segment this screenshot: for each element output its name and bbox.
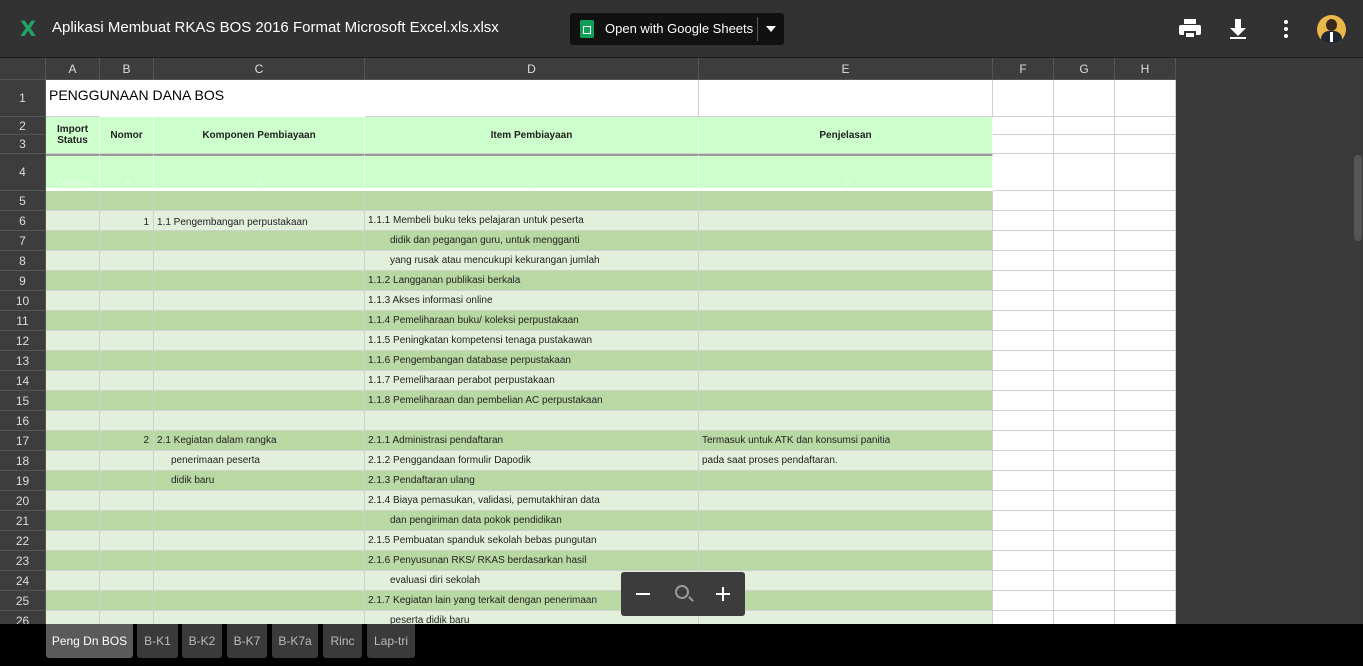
column-header-b[interactable]: B: [100, 58, 154, 80]
cell-b17[interactable]: 2: [100, 431, 154, 451]
row-header-15[interactable]: 15: [0, 391, 46, 411]
cell[interactable]: [1054, 231, 1115, 251]
cell[interactable]: [699, 211, 993, 231]
cell[interactable]: [100, 591, 154, 611]
row-header-24[interactable]: 24: [0, 571, 46, 591]
column-header-e[interactable]: E: [699, 58, 993, 80]
cell[interactable]: [100, 411, 154, 431]
cell[interactable]: [154, 611, 365, 624]
cell[interactable]: [993, 371, 1054, 391]
cell[interactable]: [46, 231, 100, 251]
cell[interactable]: [46, 511, 100, 531]
cell[interactable]: [154, 251, 365, 271]
cell[interactable]: [154, 591, 365, 611]
cell-d8[interactable]: yang rusak atau mencukupi kekurangan jumlah: [365, 251, 699, 271]
cell-d10[interactable]: 1.1.3 Akses informasi online: [365, 291, 699, 311]
header-nomor[interactable]: Nomor: [100, 117, 154, 154]
excel-icon: X: [20, 17, 37, 41]
cell[interactable]: [699, 191, 993, 211]
cell[interactable]: [993, 571, 1054, 591]
spreadsheet-grid[interactable]: [0, 58, 1176, 624]
cell[interactable]: [993, 511, 1054, 531]
row-header-16[interactable]: 16: [0, 411, 46, 431]
cell[interactable]: [1054, 311, 1115, 331]
cell[interactable]: [46, 291, 100, 311]
row-header-12[interactable]: 12: [0, 331, 46, 351]
cell[interactable]: [1115, 411, 1176, 431]
cell[interactable]: [1115, 471, 1176, 491]
cell-d13[interactable]: 1.1.6 Pengembangan database perpustakaan: [365, 351, 699, 371]
cell[interactable]: [993, 391, 1054, 411]
cell-e18[interactable]: pada saat proses pendaftaran.: [699, 451, 993, 471]
cell-d25[interactable]: 2.1.7 Kegiatan lain yang terkait dengan penerimaan: [365, 591, 699, 611]
cell-c6[interactable]: 1.1 Pengembangan perpustakaan: [154, 211, 365, 231]
cell[interactable]: [1054, 471, 1115, 491]
cell[interactable]: [100, 331, 154, 351]
cell[interactable]: [1054, 351, 1115, 371]
cell[interactable]: [154, 351, 365, 371]
cell[interactable]: [1054, 531, 1115, 551]
button-divider: [757, 17, 758, 41]
cell[interactable]: [993, 331, 1054, 351]
cell[interactable]: [154, 191, 365, 211]
cell-d20[interactable]: 2.1.4 Biaya pemasukan, validasi, pemutakhiran data: [365, 491, 699, 511]
cell-d6[interactable]: 1.1.1 Membeli buku teks pelajaran untuk peserta: [365, 211, 699, 231]
cell[interactable]: [154, 551, 365, 571]
cell[interactable]: [699, 471, 993, 491]
row-header-11[interactable]: 11: [0, 311, 46, 331]
cell[interactable]: [1115, 371, 1176, 391]
cell-d11[interactable]: 1.1.4 Pemeliharaan buku/ koleksi perpustakaan: [365, 311, 699, 331]
row-header-6[interactable]: 6: [0, 211, 46, 231]
cell[interactable]: [993, 451, 1054, 471]
cell[interactable]: [100, 551, 154, 571]
cell[interactable]: [154, 531, 365, 551]
cell[interactable]: [1115, 117, 1176, 135]
cell[interactable]: [699, 251, 993, 271]
print-icon: [1184, 19, 1196, 24]
sheet-tab-b-k2[interactable]: B-K2: [182, 624, 222, 658]
cell[interactable]: [1054, 611, 1115, 624]
cell[interactable]: [993, 231, 1054, 251]
cell[interactable]: [46, 351, 100, 371]
cell[interactable]: [365, 411, 699, 431]
cell[interactable]: [1054, 451, 1115, 471]
cell-d18[interactable]: 2.1.2 Penggandaan formulir Dapodik: [365, 451, 699, 471]
cell[interactable]: [100, 611, 154, 624]
cell[interactable]: [1115, 351, 1176, 371]
caret-down-icon[interactable]: [766, 26, 776, 32]
cell[interactable]: [993, 431, 1054, 451]
cell[interactable]: [699, 371, 993, 391]
filter-header-cell[interactable]: C: [365, 154, 699, 191]
top-bar: [0, 0, 1363, 58]
sheet-tabs-bar: [0, 624, 1363, 666]
row-header-4[interactable]: 4: [0, 154, 46, 191]
row-header-1[interactable]: 1: [0, 80, 46, 117]
cell[interactable]: [1115, 135, 1176, 154]
viewer-background: [1176, 58, 1363, 624]
cell[interactable]: [46, 271, 100, 291]
row-header-23[interactable]: 23: [0, 551, 46, 571]
cell-d7[interactable]: didik dan pegangan guru, untuk mengganti: [365, 231, 699, 251]
cell[interactable]: [993, 211, 1054, 231]
row-header-21[interactable]: 21: [0, 511, 46, 531]
cell[interactable]: [1115, 551, 1176, 571]
row-header-20[interactable]: 20: [0, 491, 46, 511]
cell-e1[interactable]: [699, 80, 993, 117]
cell[interactable]: [1115, 80, 1176, 117]
cell[interactable]: [154, 391, 365, 411]
cell[interactable]: [46, 191, 100, 211]
cell[interactable]: [100, 351, 154, 371]
cell[interactable]: [699, 551, 993, 571]
cell[interactable]: [46, 311, 100, 331]
cell[interactable]: [699, 491, 993, 511]
cell[interactable]: [699, 271, 993, 291]
row-header-5[interactable]: 5: [0, 191, 46, 211]
cell[interactable]: [699, 391, 993, 411]
cell[interactable]: [993, 531, 1054, 551]
cell[interactable]: [699, 331, 993, 351]
cell[interactable]: [46, 471, 100, 491]
cell[interactable]: [1054, 431, 1115, 451]
cell[interactable]: [154, 371, 365, 391]
cell-d17[interactable]: 2.1.1 Administrasi pendaftaran: [365, 431, 699, 451]
cell[interactable]: [699, 351, 993, 371]
cell[interactable]: [46, 531, 100, 551]
filter-header-cell[interactable]: B: [154, 154, 365, 191]
cell[interactable]: [993, 271, 1054, 291]
cell[interactable]: [100, 191, 154, 211]
cell-d1[interactable]: [365, 80, 699, 117]
cell-d15[interactable]: 1.1.8 Pemeliharaan dan pembelian AC perpustakaan: [365, 391, 699, 411]
cell-b6[interactable]: 1: [100, 211, 154, 231]
cell[interactable]: [993, 351, 1054, 371]
sheet-tab-lap-tri[interactable]: Lap-tri: [367, 624, 415, 658]
download-button[interactable]: [1226, 17, 1250, 41]
cell[interactable]: [46, 251, 100, 271]
cell[interactable]: [1115, 491, 1176, 511]
cell[interactable]: [993, 611, 1054, 624]
header-penjelasan[interactable]: Penjelasan: [699, 117, 993, 154]
cell-d23[interactable]: 2.1.6 Penyusunan RKS/ RKAS berdasarkan hasil: [365, 551, 699, 571]
cell[interactable]: [993, 491, 1054, 511]
row-header-2[interactable]: 2: [0, 117, 46, 135]
select-all-corner[interactable]: [0, 58, 46, 80]
cell[interactable]: [154, 511, 365, 531]
cell[interactable]: [1054, 391, 1115, 411]
cell[interactable]: [1115, 591, 1176, 611]
row-header-18[interactable]: 18: [0, 451, 46, 471]
cell[interactable]: [993, 154, 1054, 191]
vertical-scrollbar[interactable]: [1354, 155, 1362, 241]
cell[interactable]: [1115, 231, 1176, 251]
cell-c17[interactable]: 2.1 Kegiatan dalam rangka: [154, 431, 365, 451]
cell[interactable]: [699, 291, 993, 311]
cell-d22[interactable]: 2.1.5 Pembuatan spanduk sekolah bebas pungutan: [365, 531, 699, 551]
column-header-a[interactable]: A: [46, 58, 100, 80]
cell[interactable]: [154, 491, 365, 511]
sheet-tab-b-k7a[interactable]: B-K7a: [272, 624, 318, 658]
row-header-22[interactable]: 22: [0, 531, 46, 551]
cell[interactable]: [993, 291, 1054, 311]
cell[interactable]: [154, 411, 365, 431]
cell[interactable]: [100, 251, 154, 271]
row-header-26[interactable]: 26: [0, 611, 46, 624]
row-header-9[interactable]: 9: [0, 271, 46, 291]
cell[interactable]: [100, 231, 154, 251]
column-header-c[interactable]: C: [154, 58, 365, 80]
cell[interactable]: [100, 271, 154, 291]
cell[interactable]: [100, 471, 154, 491]
cell[interactable]: [154, 331, 365, 351]
cell-c18[interactable]: penerimaan peserta: [154, 451, 365, 471]
cell[interactable]: [1054, 154, 1115, 191]
cell[interactable]: [699, 411, 993, 431]
cell[interactable]: [699, 231, 993, 251]
cell[interactable]: [699, 311, 993, 331]
row-header-8[interactable]: 8: [0, 251, 46, 271]
cell[interactable]: [1115, 511, 1176, 531]
row-header-10[interactable]: 10: [0, 291, 46, 311]
cell[interactable]: [154, 231, 365, 251]
cell[interactable]: [46, 611, 100, 624]
sheet-tab-b-k1[interactable]: B-K1: [137, 624, 178, 658]
cell[interactable]: [1115, 451, 1176, 471]
print-button[interactable]: [1178, 17, 1202, 41]
row-header-17[interactable]: 17: [0, 431, 46, 451]
cell[interactable]: [1054, 211, 1115, 231]
cell[interactable]: [1054, 271, 1115, 291]
row-header-25[interactable]: 25: [0, 591, 46, 611]
cell[interactable]: [1115, 571, 1176, 591]
cell[interactable]: [1054, 551, 1115, 571]
cell[interactable]: [100, 491, 154, 511]
cell[interactable]: [993, 591, 1054, 611]
cell[interactable]: [993, 311, 1054, 331]
header-import-status[interactable]: Import Status: [46, 117, 100, 154]
cell[interactable]: [46, 491, 100, 511]
cell[interactable]: [154, 311, 365, 331]
cell[interactable]: [699, 511, 993, 531]
cell[interactable]: [1115, 211, 1176, 231]
cell[interactable]: [46, 411, 100, 431]
cell[interactable]: [993, 471, 1054, 491]
cell-d12[interactable]: 1.1.5 Peningkatan kompetensi tenaga pustakawan: [365, 331, 699, 351]
cell-d24[interactable]: evaluasi diri sekolah: [365, 571, 699, 591]
row-header-19[interactable]: 19: [0, 471, 46, 491]
cell[interactable]: [1115, 191, 1176, 211]
filter-header-cell[interactable]: Column1: [46, 154, 100, 191]
cell[interactable]: [365, 191, 699, 211]
zoom-out-icon[interactable]: [636, 593, 650, 595]
column-header-d[interactable]: D: [365, 58, 699, 80]
cell[interactable]: [1054, 331, 1115, 351]
column-header-f[interactable]: F: [993, 58, 1054, 80]
cell-d9[interactable]: 1.1.2 Langganan publikasi berkala: [365, 271, 699, 291]
cell[interactable]: [1054, 291, 1115, 311]
cell[interactable]: [1115, 271, 1176, 291]
cell[interactable]: [1115, 611, 1176, 624]
column-header-g[interactable]: G: [1054, 58, 1115, 80]
cell[interactable]: [993, 551, 1054, 571]
sheet-tab-peng-dn-bos[interactable]: Peng Dn BOS: [46, 624, 133, 658]
cell[interactable]: [46, 371, 100, 391]
sheet-tab-b-k7[interactable]: B-K7: [227, 624, 267, 658]
more-options-button[interactable]: [1274, 17, 1298, 41]
cell[interactable]: [1054, 251, 1115, 271]
cell-d14[interactable]: 1.1.7 Pemeliharaan perabot perpustakaan: [365, 371, 699, 391]
cell[interactable]: [154, 291, 365, 311]
cell[interactable]: [1115, 311, 1176, 331]
cell[interactable]: [46, 591, 100, 611]
cell[interactable]: [1054, 571, 1115, 591]
cell[interactable]: [1054, 371, 1115, 391]
cell[interactable]: [100, 371, 154, 391]
cell[interactable]: [46, 331, 100, 351]
cell[interactable]: [46, 571, 100, 591]
document-title: Aplikasi Membuat RKAS BOS 2016 Format Microsoft Excel.xls.xlsx: [52, 19, 499, 36]
cell-d26[interactable]: peserta didik baru: [365, 611, 699, 624]
cell[interactable]: [100, 571, 154, 591]
cell[interactable]: [1115, 154, 1176, 191]
cell-e17[interactable]: Termasuk untuk ATK dan konsumsi panitia: [699, 431, 993, 451]
cell-c19[interactable]: didik baru: [154, 471, 365, 491]
row-header-3[interactable]: 3: [0, 135, 46, 154]
cell[interactable]: [100, 451, 154, 471]
cell[interactable]: [993, 80, 1054, 117]
cell[interactable]: [1054, 491, 1115, 511]
cell[interactable]: [46, 211, 100, 231]
sheets-icon: [580, 20, 594, 38]
row-header-7[interactable]: 7: [0, 231, 46, 251]
cell[interactable]: [46, 551, 100, 571]
cell[interactable]: [100, 391, 154, 411]
cell[interactable]: [1115, 251, 1176, 271]
avatar[interactable]: [1317, 15, 1346, 44]
cell[interactable]: [1054, 591, 1115, 611]
cell[interactable]: [1054, 191, 1115, 211]
more-vert-icon: [1284, 20, 1288, 24]
cell[interactable]: [1115, 291, 1176, 311]
cell[interactable]: [1115, 431, 1176, 451]
cell-d21[interactable]: dan pengiriman data pokok pendidikan: [365, 511, 699, 531]
open-with-google-sheets-button[interactable]: [570, 13, 784, 45]
cell[interactable]: [993, 411, 1054, 431]
cell[interactable]: [100, 291, 154, 311]
zoom-controls: [621, 572, 745, 616]
cell[interactable]: [154, 271, 365, 291]
cell[interactable]: [1054, 135, 1115, 154]
cell[interactable]: [1115, 331, 1176, 351]
row-header-14[interactable]: 14: [0, 371, 46, 391]
cell[interactable]: [154, 571, 365, 591]
cell[interactable]: [100, 511, 154, 531]
open-with-label: Open with Google Sheets: [605, 21, 754, 36]
cell[interactable]: [1054, 411, 1115, 431]
title-cell[interactable]: PENGGUNAAN DANA BOS: [46, 80, 100, 117]
cell[interactable]: [46, 431, 100, 451]
cell[interactable]: [100, 311, 154, 331]
filter-header-cell[interactable]: A: [100, 154, 154, 191]
cell[interactable]: [699, 531, 993, 551]
cell[interactable]: [1115, 531, 1176, 551]
cell[interactable]: [993, 117, 1054, 135]
cell[interactable]: [993, 135, 1054, 154]
cell[interactable]: [46, 391, 100, 411]
cell[interactable]: [100, 531, 154, 551]
cell[interactable]: [1115, 391, 1176, 411]
cell[interactable]: [1054, 511, 1115, 531]
filter-header-cell[interactable]: D: [699, 154, 993, 191]
cell[interactable]: [993, 251, 1054, 271]
header-komponen-pembiayaan[interactable]: Komponen Pembiayaan: [154, 117, 365, 154]
cell[interactable]: [1054, 80, 1115, 117]
column-header-h[interactable]: H: [1115, 58, 1176, 80]
header-item-pembiayaan[interactable]: Item Pembiayaan: [365, 117, 699, 154]
row-header-13[interactable]: 13: [0, 351, 46, 371]
zoom-reset-icon[interactable]: [675, 585, 689, 599]
cell[interactable]: [46, 451, 100, 471]
cell[interactable]: [993, 191, 1054, 211]
cell[interactable]: [1054, 117, 1115, 135]
cell-d19[interactable]: 2.1.3 Pendaftaran ulang: [365, 471, 699, 491]
sheet-tab-rinc[interactable]: Rinc: [323, 624, 362, 658]
